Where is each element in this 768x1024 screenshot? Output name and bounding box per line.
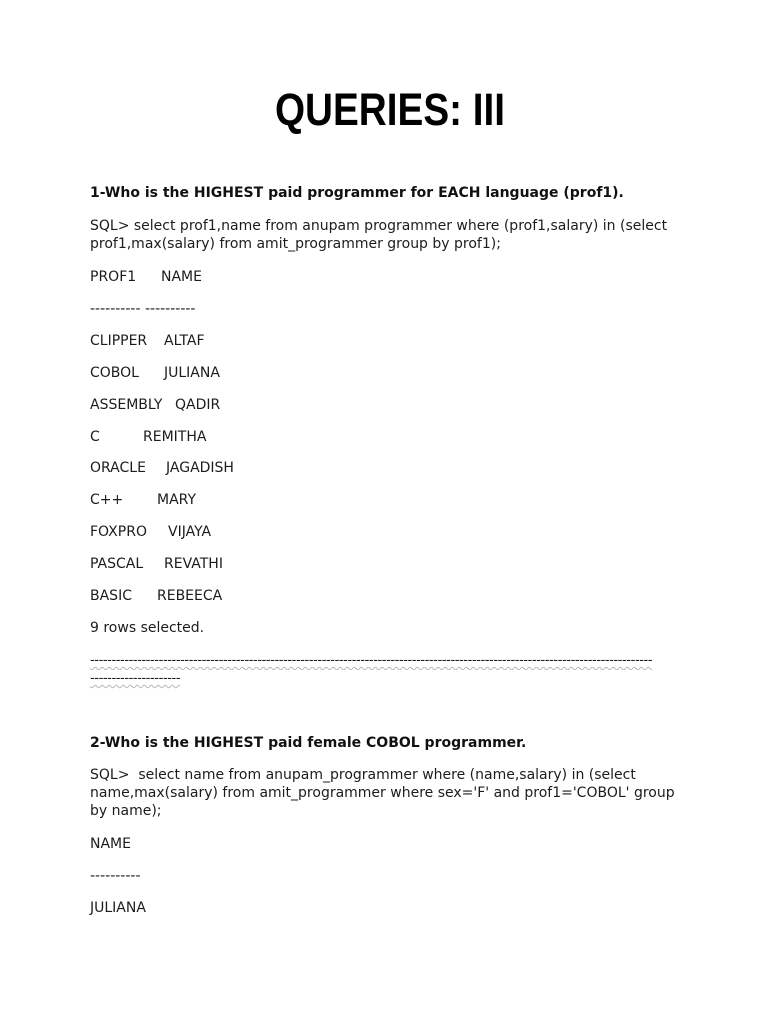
query-2-result-separator: ---------- xyxy=(90,868,141,884)
result-row-8-name: REVATHI xyxy=(164,556,223,572)
result-row-9-prof1: BASIC xyxy=(90,588,132,604)
result-row-4-prof1: C xyxy=(90,429,100,445)
result-row-9-name: REBEECA xyxy=(157,588,223,604)
result-row-1-name: ALTAF xyxy=(164,333,205,349)
page-title: QUERIES: III xyxy=(274,84,506,135)
query-1-sql-line-1: SQL> select prof1,name from anupam programmer where (prof1,salary) in (select xyxy=(90,218,668,234)
result-row-7-name: VIJAYA xyxy=(168,524,212,540)
section-divider-line-2: --------------------- xyxy=(90,671,181,686)
query-2-result-header: NAME xyxy=(90,836,131,852)
result-row-4-name: REMITHA xyxy=(143,429,207,445)
result-row-6-name: MARY xyxy=(157,492,197,508)
result-row-7-prof1: FOXPRO xyxy=(90,524,147,540)
result-row-5-name: JAGADISH xyxy=(166,460,234,476)
result-row-1-prof1: CLIPPER xyxy=(90,333,148,349)
query-1-sql-line-2: prof1,max(salary) from amit_programmer group by prof1); xyxy=(90,236,501,252)
result-row-5-prof1: ORACLE xyxy=(90,460,146,476)
rows-selected-text: 9 rows selected. xyxy=(90,620,205,636)
result-row-6-prof1: C++ xyxy=(90,492,124,508)
result-row-2-prof1: COBOL xyxy=(90,365,139,381)
query-1-heading: 1-Who is the HIGHEST paid programmer for EACH language (prof1). xyxy=(90,185,624,201)
result-row-8-prof1: PASCAL xyxy=(90,556,144,572)
query-2-sql-line-3: by name); xyxy=(90,803,162,819)
query-2-heading: 2-Who is the HIGHEST paid female COBOL programmer. xyxy=(90,735,527,751)
query-2-result-value: JULIANA xyxy=(90,900,146,916)
query-2-sql-line-1: SQL> select name from anupam_programmer where (name,salary) in (select xyxy=(90,767,636,783)
result-row-3-name: QADIR xyxy=(175,397,221,413)
query-2-sql-line-2: name,max(salary) from amit_programmer where sex='F' and prof1='COBOL' group xyxy=(90,785,675,801)
result-header-name: NAME xyxy=(161,269,202,285)
result-row-3-prof1: ASSEMBLY xyxy=(90,397,163,413)
section-divider-line-1: ----------------------------------------------------------------------------------------------------------------------------------- xyxy=(90,653,653,668)
result-row-2-name: JULIANA xyxy=(164,365,220,381)
result-header-separator: ---------- ---------- xyxy=(90,301,196,317)
result-header-prof1: PROF1 xyxy=(90,269,137,285)
